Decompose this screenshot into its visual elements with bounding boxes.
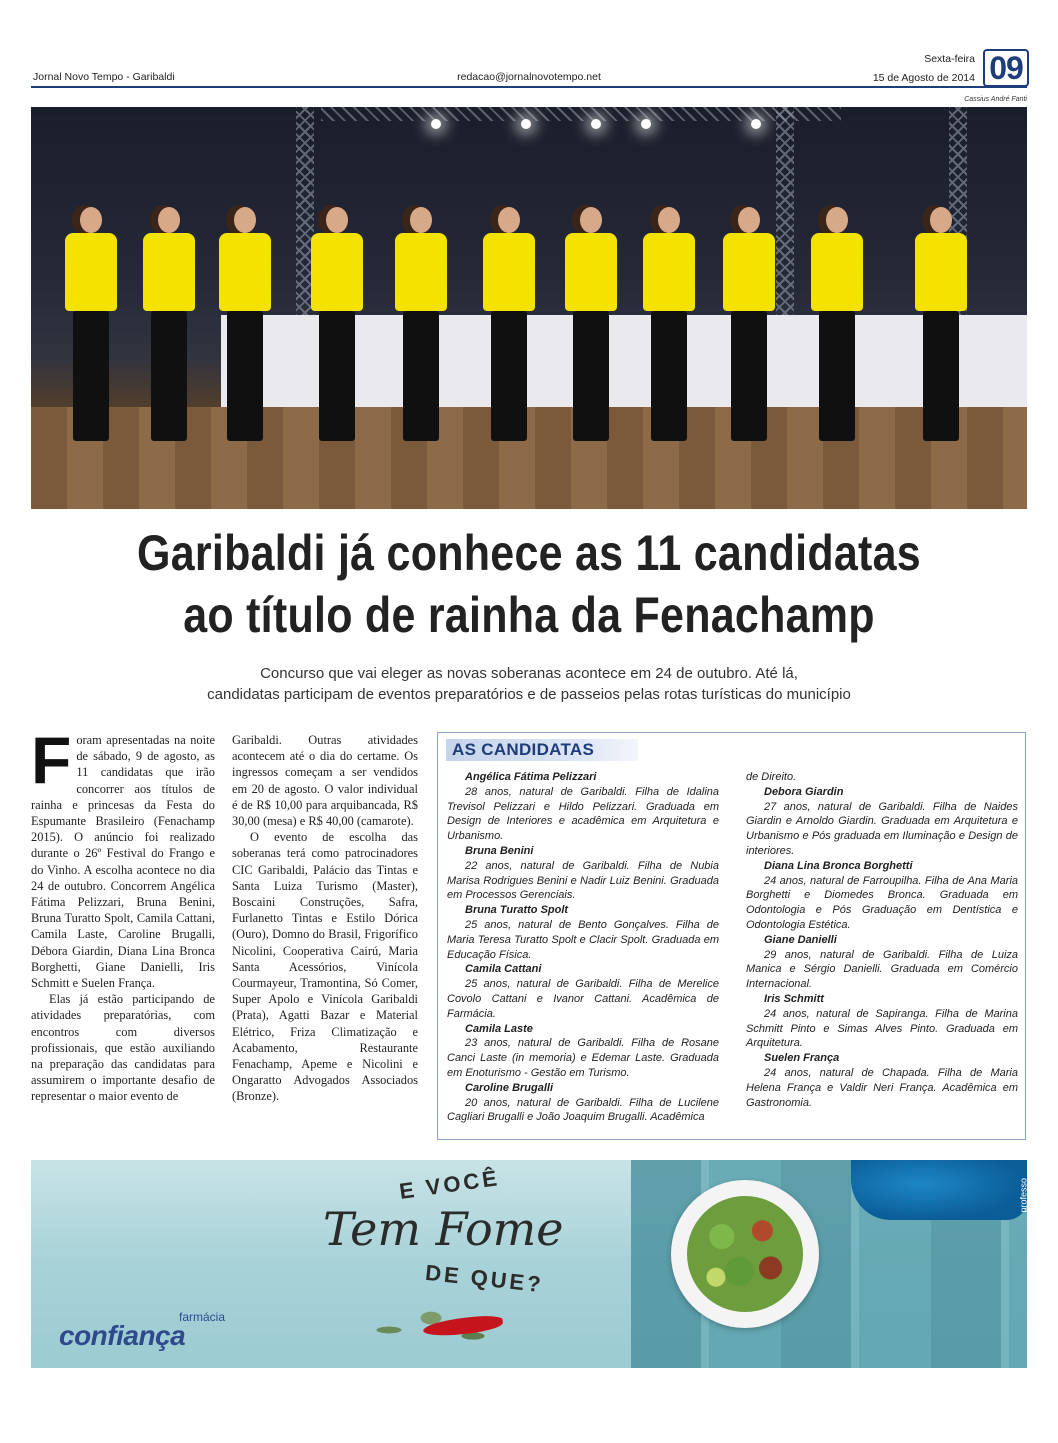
pharmacy-advertisement[interactable]: [31, 1160, 1027, 1368]
candidate-bio: 24 anos, natural de Farroupilha. Filha de Ana Maria Borghetti e Diomedes Bronca. Graduada em Odontologia e Pós Graduação em Dentística e Odontologia Estética.: [746, 874, 1018, 931]
subhead-line-1: Concurso que vai eleger as novas soberanas acontece em 24 de outubro. Até lá,: [260, 665, 798, 682]
candidate-bio: 22 anos, natural de Garibaldi. Filha de Nubia Marisa Rodrigues Benini e Nadir Luiz Benini. Graduada em Processos Gerenciais.: [447, 859, 719, 902]
candidate-figure: [561, 207, 621, 447]
article-headline: [74, 522, 984, 646]
subhead-line-2: candidatas participam de eventos preparatórios e de passeios pelas rotas turísticas do município: [207, 686, 851, 703]
candidate-figure: [719, 207, 779, 447]
candidate-figure: [639, 207, 699, 447]
candidate-name: Suelen França: [764, 1052, 840, 1065]
ad-blue-cloth: [851, 1160, 1027, 1220]
candidate-name: Bruna Turatto Spolt: [465, 904, 569, 917]
article-paragraph-2-continued: Garibaldi. Outras atividades acontecem até o dia do certame. Os ingressos começam a ser vendidos em 20 de agosto. O valor individual é de R$ 10,00 para arquibancada, R$ 30,00 (mesa) e R$ 40,00 (camarote).: [232, 733, 418, 829]
candidate-entry: [447, 770, 719, 844]
candidate-figure: [139, 207, 199, 447]
stage-light: [521, 119, 531, 129]
candidate-name: Caroline Brugalli: [465, 1081, 554, 1094]
candidate-bio: 20 anos, natural de Garibaldi. Filha de Lucilene Cagliari Brugalli e João Joaquim Brugalli. Acadêmica: [447, 1096, 719, 1124]
candidate-entry: [746, 859, 1018, 933]
stage-light: [641, 119, 651, 129]
candidate-name: Camila Laste: [465, 1022, 533, 1035]
ad-brand-prefix: farmácia: [179, 1310, 226, 1324]
candidate-name: Camila Cattani: [465, 963, 542, 976]
issue-date: [873, 50, 975, 88]
salad-image: [687, 1196, 803, 1312]
header-rule: [31, 86, 1027, 88]
ad-tagline-script: Tem Fome: [323, 1202, 564, 1256]
article-paragraph-2: Elas já estão participando de atividades preparatórias, com encontros com diversos profissionais, que estão auxiliando na preparação das candidatas para assumirem o importante desafio de representar o maior evento de: [31, 992, 215, 1104]
stage-light: [591, 119, 601, 129]
candidate-name: Diana Lina Bronca Borghetti: [764, 859, 913, 872]
candidate-entry: [447, 903, 719, 962]
ad-tagline-top: E VOCÊ: [397, 1165, 502, 1204]
candidate-name: Bruna Benini: [465, 844, 534, 857]
candidate-name: Giane Danielli: [764, 933, 837, 946]
candidate-entry: [447, 1081, 719, 1125]
candidate-entry: [447, 844, 719, 903]
candidate-figure: [61, 207, 121, 447]
candidate-entry: [746, 785, 1018, 859]
article-paragraph-3: O evento de escolha das soberanas terá como patrocinadores CIC Garibaldi, Palácio das Tintas e Santa Luiza Turismo (Master), Boscaini Construções, Safra, Furlanetto Tintas e Estilo Dórica (Ouro), Domno do Brasil, Frigorífico Nicolini, Cooperativa Cairú, Maria Santa Acessórios, Vinícola Courmayeur, Tramontina, Só Comer, Super Apolo e Vinícola Garibaldi (Prata), Agatti Bazar e Material Elétrico, Friza Climatização e Acabamento, Restaurante Fenachamp, Apeme e Nicolini e Ongaratto Advogados Associados (Bronze).: [232, 830, 418, 1104]
paragraph-1-text: oram apresentadas na noite de sábado, 9 de agosto, as 11 candidatas que irão concorrer aos títulos de rainha e princesas da Festa do Espumante Brasileiro (Fenachamp 2015). O anúncio foi realizado durante o 26º Festival do Frango e do Vinho. A escolha acontece no dia 24 de outubro. Concorrem Angélica Fátima Pelizzari, Bruna Benini, Bruna Turatto Spolt, Camila Cattani, Camila Laste, Caroline Brugalli, Débora Giardin, Diana Lina Bronca Borghetti, Giane Danielli, Iris Schmitt e Suelen França.: [31, 733, 215, 991]
issue-date-text: 15 de Agosto de 2014: [872, 72, 975, 84]
candidate-entry: [746, 992, 1018, 1051]
article-subhead: [0, 663, 1058, 705]
stage-truss-top: [321, 107, 841, 121]
ad-brand-logo: confiança: [59, 1320, 186, 1351]
candidate-name: Angélica Fátima Pelizzari: [465, 771, 597, 783]
publication-name: Jornal Novo Tempo - Garibaldi: [33, 71, 175, 83]
candidate-bio: 24 anos, natural de Sapiranga. Filha de Marina Schmitt Pinto e Simas Alves Pinto. Graduada em Arquitetura.: [746, 1007, 1018, 1050]
candidate-entry: [447, 962, 719, 1021]
candidate-name: Iris Schmitt: [764, 992, 824, 1005]
headline-line-1: Garibaldi já conhece as 11 candidatas: [137, 525, 921, 581]
candidate-bio: 25 anos, natural de Garibaldi. Filha de Merelice Covolo Cattani e Ivanor Cattani. Acadêmica de Farmácia.: [447, 978, 719, 1020]
stage-light: [751, 119, 761, 129]
candidates-photo: [31, 107, 1027, 509]
candidate-entry: [447, 1022, 719, 1081]
article-column-1: [31, 723, 215, 1105]
contact-email[interactable]: redacao@jornalnovotempo.net: [457, 71, 601, 83]
candidate-figure: [215, 207, 275, 447]
article-column-2: [232, 732, 418, 1105]
candidate-bio: 27 anos, natural de Garibaldi. Filha de Naides Giardin e Arnoldo Giardin. Graduada em Arquitetura e Urbanismo e Pós graduada em Iluminação e Design de interiores.: [746, 800, 1018, 857]
candidate-figure: [307, 207, 367, 447]
candidate-bio: 25 anos, natural de Bento Gonçalves. Filha de Maria Teresa Turatto Spolt e Clacir Spolt. Graduada em Educação Física.: [447, 918, 719, 961]
candidates-box-title: AS CANDIDATAS: [452, 740, 595, 759]
candidate-name: Debora Giardin: [764, 785, 844, 798]
candidate-figure: [479, 207, 539, 447]
ad-agency-mark: professo: [1019, 1178, 1029, 1213]
stage-light: [431, 119, 441, 129]
headline-line-2: ao título de rainha da Fenachamp: [183, 587, 875, 643]
candidate-entry: [746, 1051, 1018, 1110]
candidate-bio-continued: de Direito.: [746, 771, 797, 783]
candidate-bio: 28 anos, natural de Garibaldi. Filha de Idalina Trevisol Pelizzari e Hildo Pelizzari. Graduada em Design de Interiores e acadêmica em Arquitetura e Urbanismo.: [447, 785, 719, 843]
candidate-figure: [391, 207, 451, 447]
article-paragraph-1: [31, 723, 215, 991]
candidates-column-left: [447, 770, 719, 1125]
candidate-entry: [746, 933, 1018, 992]
candidate-bio: 29 anos, natural de Garibaldi. Filha de Luiza Manica e Sérgio Danielli. Graduada em Comércio Internacional.: [746, 948, 1018, 991]
candidate-bio: 23 anos, natural de Garibaldi. Filha de Rosane Canci Laste (in memoria) e Edemar Laste. Graduada em Enoturismo - Gestão em Turismo.: [447, 1037, 719, 1079]
issue-weekday: Sexta-feira: [924, 53, 975, 65]
candidate-figure: [807, 207, 867, 447]
candidates-column-right: [746, 770, 1018, 1110]
photo-credit: Cassius André Fanti: [964, 96, 1027, 103]
candidate-bio: 24 anos, natural de Chapada. Filha de Maria Helena França e Valdir Neri França. Acadêmica em Gastronomia.: [746, 1066, 1018, 1109]
candidate-figure: [911, 207, 971, 447]
ad-tagline-bottom: DE QUE?: [424, 1259, 545, 1298]
drop-cap: F: [31, 723, 72, 797]
page-number: 09: [983, 49, 1029, 87]
